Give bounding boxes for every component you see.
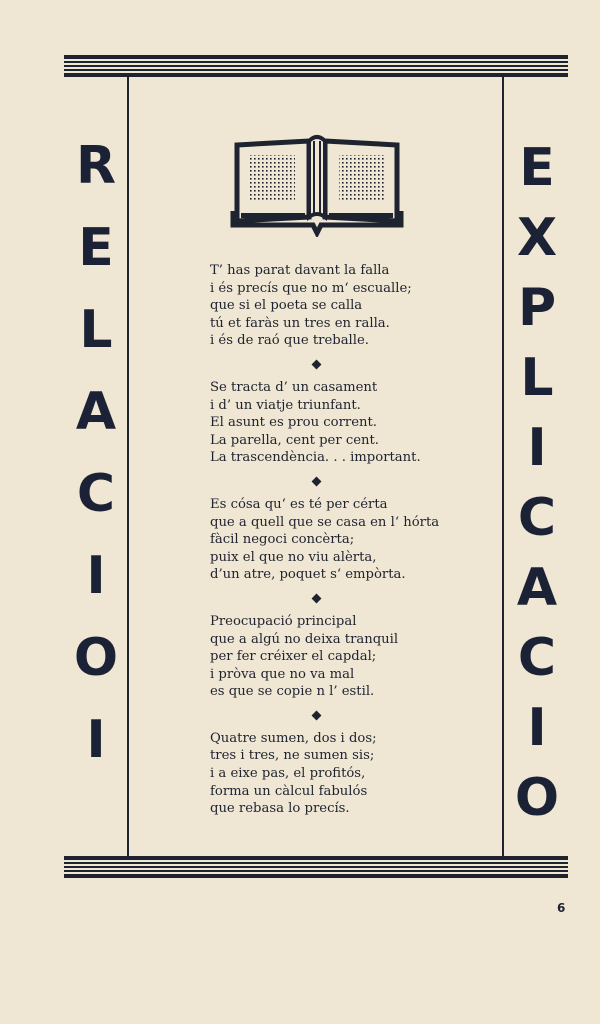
poem-line: forma un càlcul fabulós [210, 783, 368, 799]
poem-line: que a algú no deixa tranquil [210, 631, 399, 647]
title-letter: I [86, 546, 106, 606]
poem-stanza [210, 496, 500, 584]
title-letter: X [516, 208, 558, 268]
page-number: 6 [557, 901, 566, 915]
title-letter: I [86, 710, 106, 770]
title-letter: C [517, 488, 557, 548]
poem-line: d’un atre, poquet s‘ empòrta. [210, 567, 406, 583]
diamond-separator [312, 593, 322, 603]
poem-stanza [210, 262, 500, 350]
top-border [64, 55, 568, 77]
poem-stanza [210, 613, 500, 701]
right-rule [502, 77, 504, 856]
poem-line: tú et faràs un tres en ralla. [210, 315, 390, 331]
title-letter: A [75, 382, 117, 442]
poem-line: i és precís que no m‘ escualle; [210, 280, 412, 296]
title-letter: L [520, 348, 554, 408]
poem-line: puix el que no viu alèrta, [210, 549, 377, 565]
vertical-title-relacio-i [68, 136, 124, 796]
title-letter: A [516, 558, 558, 618]
poem-line: La trascendència. . . important. [210, 450, 421, 466]
title-letter: O [514, 768, 560, 828]
poem-line: El asunt es prou corrent. [210, 415, 378, 431]
poem-line: i a eixe pas, el profitós, [210, 766, 366, 782]
title-letter: O [73, 628, 119, 688]
poem-line: Se tracta d’ un casament [210, 379, 378, 395]
title-letter: E [78, 218, 114, 278]
title-letter: E [519, 138, 555, 198]
poem-line: per fer créixer el capdal; [210, 649, 377, 665]
poem [210, 262, 500, 818]
poem-stanza [210, 379, 500, 467]
poem-line: Preocupació principal [210, 613, 357, 629]
poem-line: que rebasa lo precís. [210, 801, 350, 817]
title-letter: P [517, 278, 557, 338]
title-letter: I [527, 418, 547, 478]
diamond-separator [312, 710, 322, 720]
poem-line: T’ has parat davant la falla [210, 263, 390, 278]
title-letter: C [76, 464, 116, 524]
poem-line: i pròva que no va mal [210, 666, 355, 682]
vertical-title-explicacio [508, 138, 566, 842]
poem-line: Es cósa qu‘ es té per cérta [210, 496, 388, 512]
poem-line: i és de raó que treballe. [210, 333, 369, 349]
diamond-separator [312, 360, 322, 370]
title-letter: I [527, 698, 547, 758]
poem-line: que a quell que se casa en l‘ hórta [210, 514, 440, 530]
title-letter: R [75, 136, 117, 196]
title-letter: C [517, 628, 557, 688]
poem-line: que si el poeta se calla [210, 298, 363, 314]
diamond-separator [312, 476, 322, 486]
poem-line: Quatre sumen, dos i dos; [210, 730, 377, 746]
left-rule [127, 77, 129, 856]
poem-line: La parella, cent per cent. [210, 432, 379, 448]
poem-stanza [210, 730, 500, 818]
title-letter: L [79, 300, 113, 360]
bottom-border [64, 856, 568, 878]
poem-line: i d’ un viatje triunfant. [210, 397, 361, 413]
poem-line: fàcil negoci concèrta; [210, 532, 355, 548]
poem-line: es que se copie n l’ estil. [210, 684, 375, 700]
poem-line: tres i tres, ne sumen sis; [210, 748, 375, 764]
open-book-icon [229, 133, 405, 237]
